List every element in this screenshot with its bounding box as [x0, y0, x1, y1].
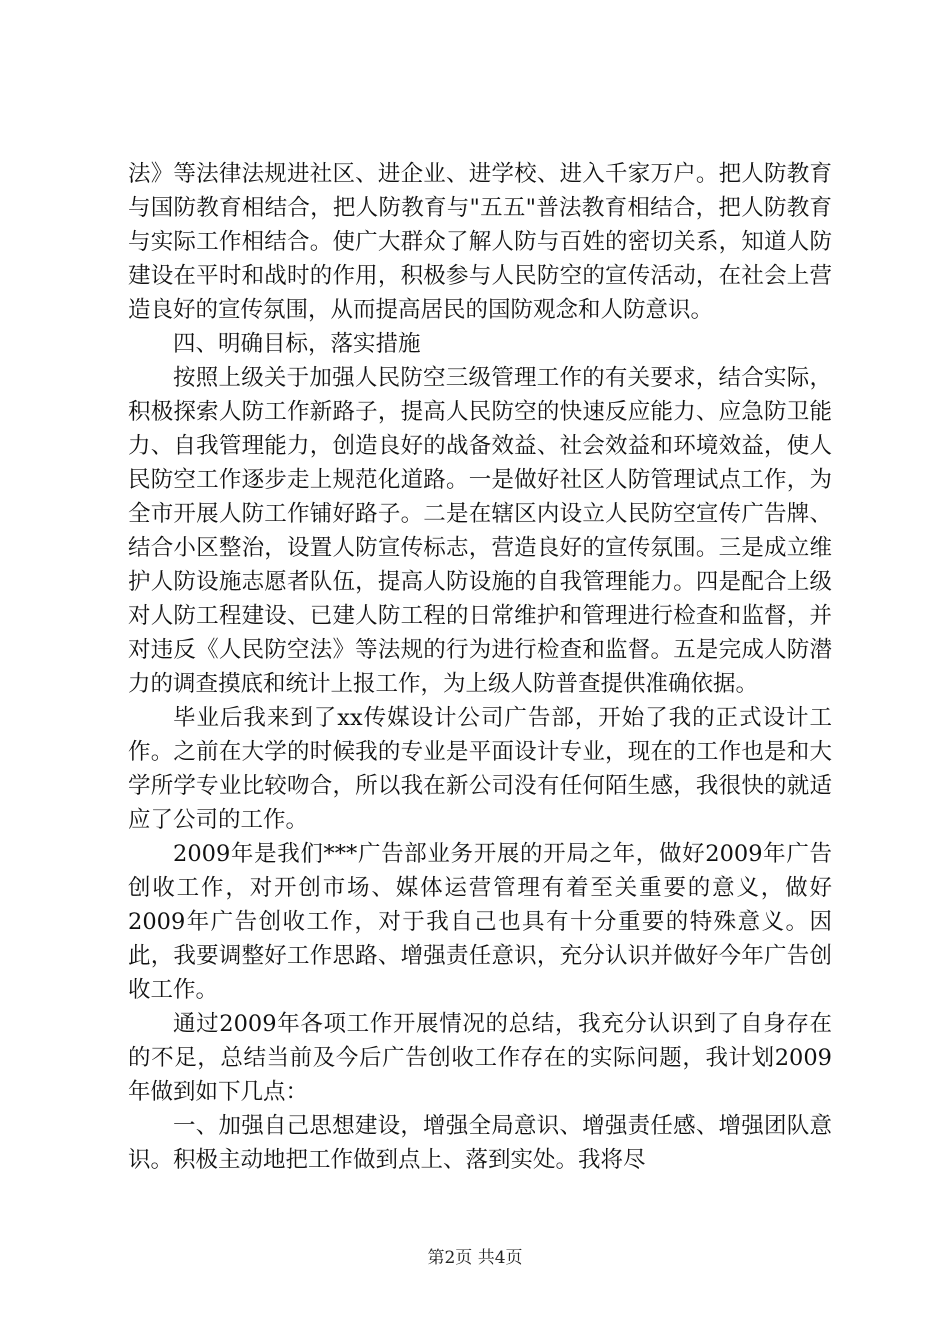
- paragraph-7: 一、加强自己思想建设，增强全局意识、增强责任感、增强团队意识。积极主动地把工作做到点上、落到实处。我将尽: [128, 1113, 832, 1173]
- paragraph-6: 通过2009年各项工作开展情况的总结，我充分认识到了自身存在的不足，总结当前及今后广告创收工作存在的实际问题，我计划2009年做到如下几点：: [128, 1011, 832, 1105]
- paragraph-5: 2009年是我们***广告部业务开展的开局之年，做好2009年广告创收工作，对开创市场、媒体运营管理有着至关重要的意义，做好2009年广告创收工作，对于我自己也具有十分重要的特殊意义。因此，我要调整好工作思路、增强责任意识，充分认识并做好今年广告创收工作。: [128, 841, 832, 1003]
- document-body: [128, 157, 832, 1177]
- paragraph-1: 法》等法律法规进社区、进企业、进学校、进入千家万户。把人防教育与国防教育相结合，把人防教育与"五五"普法教育相结合，把人防教育与实际工作相结合。使广大群众了解人防与百姓的密切关系，知道人防建设在平时和战时的作用，积极参与人民防空的宣传活动，在社会上营造良好的宣传氛围，从而提高居民的国防观念和人防意识。: [128, 161, 832, 323]
- paragraph-3: 按照上级关于加强人民防空三级管理工作的有关要求，结合实际，积极探索人防工作新路子，提高人民防空的快速反应能力、应急防卫能力、自我管理能力，创造良好的战备效益、社会效益和环境效益，使人民防空工作逐步走上规范化道路。一是做好社区人防管理试点工作，为全市开展人防工作铺好路子。二是在辖区内设立人民防空宣传广告牌、结合小区整治，设置人防宣传标志，营造良好的宣传氛围。三是成立维护人防设施志愿者队伍，提高人防设施的自我管理能力。四是配合上级对人防工程建设、已建人防工程的日常维护和管理进行检查和监督，并对违反《人民防空法》等法规的行为进行检查和监督。五是完成人防潜力的调查摸底和统计上报工作，为上级人防普查提供准确依据。: [128, 365, 832, 697]
- page-footer: 第2页 共4页: [427, 1248, 523, 1268]
- paragraph-4: 毕业后我来到了xx传媒设计公司广告部，开始了我的正式设计工作。之前在大学的时候我的专业是平面设计专业，现在的工作也是和大学所学专业比较吻合，所以我在新公司没有任何陌生感，我很快的就适应了公司的工作。: [128, 705, 832, 833]
- section-heading-4: 四、明确目标，落实措施: [173, 331, 421, 357]
